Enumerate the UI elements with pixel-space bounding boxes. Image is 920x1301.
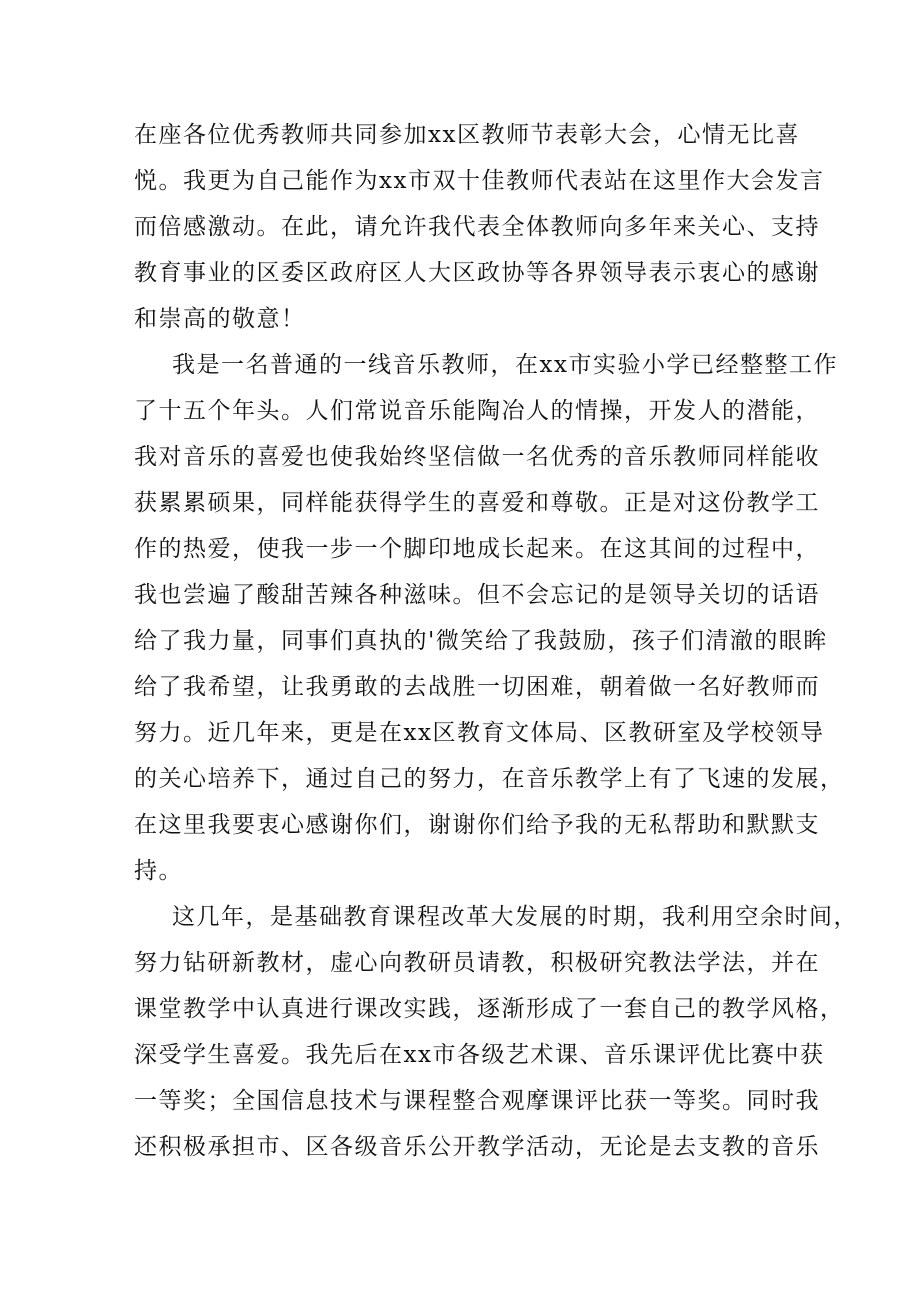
paragraph-2 xyxy=(134,342,845,894)
text-line: 深受学生喜爱。我先后在xx市各级艺术课、音乐课评优比赛中获 xyxy=(134,1042,825,1068)
paragraph-3 xyxy=(134,894,858,1170)
text-line: 在座各位优秀教师共同参加xx区教师节表彰大会，心情无比喜 xyxy=(134,122,800,148)
text-line: 持。 xyxy=(134,858,183,884)
text-line: 我也尝遍了酸甜苦辣各种滋味。但不会忘记的是领导关切的话语 xyxy=(134,582,820,608)
text-line: 悦。我更为自己能作为xx市双十佳教师代表站在这里作大会发言 xyxy=(134,168,825,194)
text-line: 还积极承担市、区各级音乐公开教学活动，无论是去支教的音乐 xyxy=(134,1134,820,1160)
text-line: 和崇高的敬意！ xyxy=(134,306,306,332)
text-line: 给了我力量，同事们真执的'微笑给了我鼓励，孩子们清澈的眼眸 xyxy=(134,628,828,654)
text-line: 给了我希望，让我勇敢的去战胜一切困难，朝着做一名好教师而 xyxy=(134,674,820,700)
text-line: 努力。近几年来，更是在xx区教育文体局、区教研室及学校领导 xyxy=(134,720,825,746)
text-line: 的关心培养下，通过自己的努力，在音乐教学上有了飞速的发展， xyxy=(134,766,845,792)
paragraph-1 xyxy=(134,112,825,342)
text-line: 我对音乐的喜爱也使我始终坚信做一名优秀的音乐教师同样能收 xyxy=(134,444,820,470)
text-line: 教育事业的区委区政府区人大区政协等各界领导表示衷心的感谢 xyxy=(134,260,820,286)
document-body xyxy=(134,112,858,1170)
text-line: 努力钻研新教材，虚心向教研员请教，积极研究教法学法，并在 xyxy=(134,950,820,976)
text-line: 获累累硕果，同样能获得学生的喜爱和尊敬。正是对这份教学工 xyxy=(134,490,820,516)
text-line: 课堂教学中认真进行课改实践，逐渐形成了一套自己的教学风格， xyxy=(134,996,845,1022)
text-line: 而倍感激动。在此，请允许我代表全体教师向多年来关心、支持 xyxy=(134,214,820,240)
text-line: 一等奖；全国信息技术与课程整合观摩课评比获一等奖。同时我 xyxy=(134,1088,820,1114)
text-line: 了十五个年头。人们常说音乐能陶冶人的情操，开发人的潜能， xyxy=(134,398,820,424)
text-line: 我是一名普通的一线音乐教师，在xx市实验小学已经整整工作 xyxy=(172,352,838,378)
text-line: 在这里我要衷心感谢你们，谢谢你们给予我的无私帮助和默默支 xyxy=(134,812,820,838)
text-line: 作的热爱，使我一步一个脚印地成长起来。在这其间的过程中， xyxy=(134,536,820,562)
text-line: 这几年，是基础教育课程改革大发展的时期，我利用空余时间， xyxy=(172,904,858,930)
